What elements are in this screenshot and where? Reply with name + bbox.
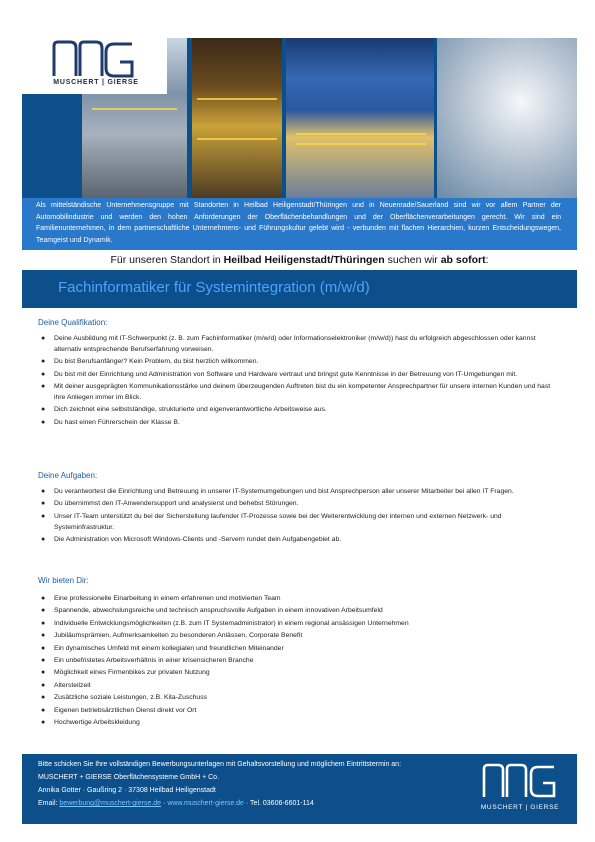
qualifikation-list (38, 334, 560, 430)
list-item (38, 418, 560, 429)
location-name: Heilbad Heiligenstadt/Thüringen (223, 254, 385, 266)
start-date: ab sofort (440, 254, 486, 266)
list-item (38, 594, 560, 605)
list-item (38, 499, 560, 510)
list-item (38, 405, 560, 416)
website-link[interactable]: www.muschert-gierse.de (167, 800, 244, 807)
list-item (38, 718, 560, 729)
list-item-text: Altersteilzeit (54, 681, 91, 689)
footer-logo-text: MUSCHERT | GIERSE (480, 804, 560, 811)
angebote-heading: Wir bieten Dir: (38, 576, 89, 585)
footer-logo-icon (482, 763, 558, 799)
location-line (22, 254, 577, 266)
photo-detail (197, 138, 277, 140)
list-item-text: Du hast einen Führerschein der Klasse B. (54, 418, 180, 426)
photo-detail (296, 133, 426, 135)
contact-address: Annika Gotter · Gaußring 2 · 37308 Heilbad Heiligenstadt (38, 787, 216, 794)
list-item (38, 619, 560, 630)
company-legal-name: MUSCHERT + GIERSE Oberflächensysteme GmbH + Co. (38, 774, 220, 781)
bullet-icon: ● (41, 607, 46, 615)
phone-number: · Tel. 03606-6601-114 (243, 800, 314, 807)
list-item-text: Spannende, abwechslungsreiche und technisch anspruchsvolle Aufgaben in einem innovativen Arbeitsumfeld (54, 607, 383, 615)
bullet-icon: ● (41, 595, 46, 602)
bullet-icon: ● (41, 335, 46, 342)
list-item (38, 706, 560, 717)
list-item-text: Jubiläumsprämien, Aufmerksamkeiten zu besonderen Anlässen, Corporate Benefit (54, 632, 303, 640)
job-title-bar (22, 270, 577, 308)
job-details (22, 314, 577, 754)
photo-detail (92, 108, 177, 110)
aufgaben-heading: Deine Aufgaben: (38, 471, 98, 480)
list-item-text: Unser IT-Team unterstützt du bei der Sicherstellung laufender IT-Prozesse sowie bei der Weiterentwicklung der internen und externen Netzwerk- und Systeminfrastruktur. (54, 512, 502, 531)
bullet-icon: ● (41, 706, 46, 714)
bullet-icon: ● (41, 681, 46, 689)
job-title: Fachinformatiker für Systemintegration (m/w/d) (58, 279, 370, 296)
list-item-text: Du bist mit der Einrichtung und Administration von Software und Hardware vertraut und bringst gute Kenntnisse in der Betreuung von IT-Umgebungen mit. (54, 370, 518, 378)
bullet-icon: ● (41, 370, 46, 378)
logo-company-name: MUSCHERT | GIERSE (53, 79, 139, 86)
email-link[interactable]: bewerbung@muschert-gierse.de (59, 800, 162, 807)
location-suffix: : (485, 254, 489, 266)
list-item (38, 512, 560, 534)
list-item-text: Ein dynamisches Umfeld mit einem kollegialen und freundlichen Miteinander (54, 644, 284, 652)
list-item (38, 535, 560, 546)
list-item-text: Individuelle Entwicklungsmöglichkeiten (z.B. zum IT Systemadministrator) in einem regional ansässigen Unternehmen (54, 619, 409, 627)
bullet-icon: ● (41, 656, 46, 664)
bullet-icon: ● (41, 644, 46, 652)
list-item-text: Du verantwortest die Einrichtung und Betreuung in unserer IT-Systemumgebungen und bist Ansprechperson aller unserer Mitarbeiter bei allen IT Fragen. (54, 488, 514, 495)
list-item-text: Dich zeichnet eine selbstständige, strukturierte und eigenverantwortliche Arbeitsweise aus. (54, 406, 327, 414)
list-item (38, 370, 560, 381)
location-prefix: Für unseren Standort in (110, 254, 224, 266)
bullet-icon: ● (41, 632, 46, 640)
separator: · (161, 800, 168, 807)
header-photo-strip (22, 38, 577, 198)
bullet-icon: ● (41, 619, 46, 627)
list-item (38, 357, 560, 368)
logo-mark-icon (52, 40, 138, 78)
bullet-icon: ● (41, 500, 46, 508)
list-item-text: Du übernimmst den IT-Anwendersupport und analysierst und behebst Störungen. (54, 500, 299, 508)
aufgaben-list (38, 487, 560, 547)
application-instruction: Bitte schicken Sie Ihre vollständigen Bewerbungsunterlagen mit Gehaltsvorstellung und möglichem Eintrittstermin an: (38, 761, 402, 768)
bullet-icon: ● (41, 358, 46, 366)
list-item-text: Deine Ausbildung mit IT-Schwerpunkt (z. B. zum Fachinformatiker (m/w/d) oder Informationselektroniker (m/w/d)) hast du erfolgreich abgeschlossen oder kannst alternativ entsprechende Berufserfahrung vorweisen. (54, 335, 536, 353)
list-item-text: Ein unbefristetes Arbeitsverhältnis in einer krisensicheren Branche (54, 656, 254, 664)
job-ad-flyer (22, 38, 577, 824)
list-item-text: Du bist Berufsanfänger? Kein Problem, du bist herzlich willkommen. (54, 358, 259, 366)
company-intro: Als mittelständische Unternehmensgruppe mit Standorten in Heilbad Heiligenstadt/Thüringen und in Neuenrade/Sauerland sind wir vor allem Partner der Automobilindustrie und werden den hohen Anforderungen der Oberflächenbehandlungen und der Oberflächenverarbeitungen gerecht. Wir sind ein Familienunternehmen, in dem partnerschaftliche Unternehmens- und Führungskultur gelebt wird - verbunden mit flachen Hierarchien, kurzen Entscheidungswegen, Teamgeist und Dynamik. (22, 198, 577, 250)
angebote-list (38, 594, 560, 730)
list-item (38, 656, 560, 667)
list-item (38, 668, 560, 679)
list-item-text: Eigenen betriebsärztlichen Dienst direkt vor Ort (54, 706, 197, 714)
bullet-icon: ● (41, 694, 46, 702)
bullet-icon: ● (41, 718, 46, 726)
qualifikation-heading: Deine Qualifikation: (38, 318, 108, 327)
list-item-text: Hochwertige Arbeitskleidung (54, 718, 140, 726)
plant-photo-4 (437, 38, 577, 198)
list-item-text: Mit deiner ausgeprägten Kommunikationsstärke und deinem überzeugenden Auftreten bist du ein kompetenter Ansprechpartner für unsere internen Kunden und hast ihre Anliegen immer im Blick. (54, 382, 551, 401)
plant-photo-3 (286, 38, 434, 198)
photo-detail (296, 143, 426, 145)
company-logo (22, 38, 167, 94)
photo-detail (197, 98, 277, 100)
email-label: Email: (38, 800, 60, 807)
list-item (38, 681, 560, 692)
list-item-text: Möglichkeit eines Firmenbikes zur privaten Nutzung (54, 669, 210, 677)
location-middle: suchen wir (384, 254, 441, 266)
list-item (38, 631, 560, 642)
list-item (38, 606, 560, 617)
bullet-icon: ● (41, 488, 46, 495)
bullet-icon: ● (41, 512, 46, 520)
list-item-text: Eine professionelle Einarbeitung in einem erfahrenen und motivierten Team (54, 595, 281, 602)
bullet-icon: ● (41, 535, 46, 543)
bullet-icon: ● (41, 382, 46, 390)
list-item-text: Zusätzliche soziale Leistungen, z.B. Kita-Zuschuss (54, 694, 208, 702)
bullet-icon: ● (41, 669, 46, 677)
list-item (38, 693, 560, 704)
bullet-icon: ● (41, 406, 46, 414)
contact-line (38, 800, 314, 807)
list-item-text: Die Administration von Microsoft Windows-Clients und -Servern rundet dein Aufgabengebiet ab. (54, 535, 342, 543)
list-item (38, 487, 560, 498)
application-footer (22, 754, 577, 824)
bullet-icon: ● (41, 418, 46, 426)
list-item (38, 334, 560, 356)
list-item (38, 382, 560, 404)
plant-photo-2 (192, 38, 282, 198)
list-item (38, 644, 560, 655)
